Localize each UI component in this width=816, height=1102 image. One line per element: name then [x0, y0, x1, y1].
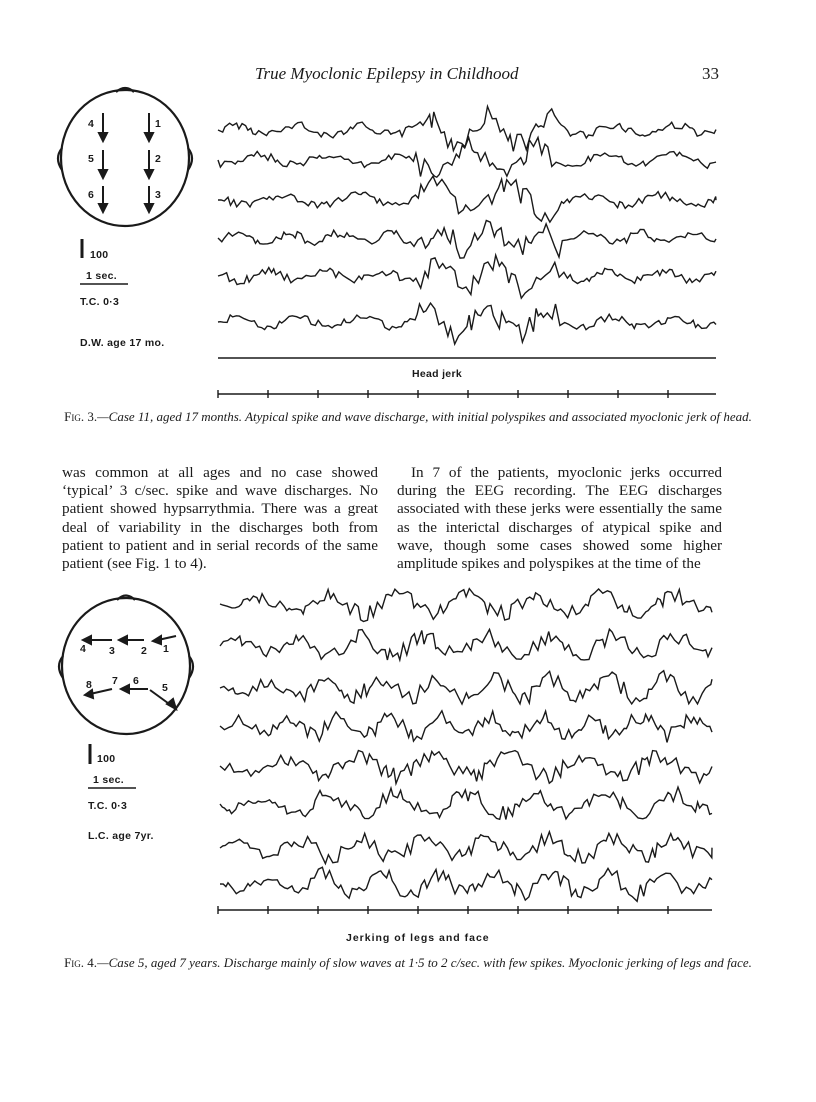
- body-text-right-column: [397, 464, 722, 573]
- fig4-event-label: Jerking of legs and face: [346, 932, 490, 944]
- fig3-electrode-label-3: 3: [155, 189, 162, 201]
- fig4-electrode-label-5: 5: [162, 682, 169, 694]
- fig3-eeg-trace: [218, 221, 716, 259]
- fig3-time-scale: 1 sec.: [86, 270, 117, 282]
- fig3-eeg-traces: [218, 106, 716, 344]
- body-paragraph-right: In 7 of the patients, myoclonic jerks occurred during the EEG recording. The EEG discharges associated with these jerks were essentially the same as the interictal discharges of atypical spike and wave, though some cases showed some higher amplitude spikes and polyspikes at the time of the: [397, 464, 722, 573]
- fig4-eeg-traces: [220, 589, 712, 902]
- fig4-eeg-trace: [220, 629, 712, 660]
- fig3-caption: [60, 408, 756, 425]
- fig3-head-diagram: [58, 88, 192, 226]
- fig3-calibration-value: 100: [90, 249, 109, 261]
- fig4-eeg-trace: [220, 832, 712, 864]
- body-paragraph-left: was common at all ages and no case showed ‘typical’ 3 c/sec. spike and wave discharges. No patient showed hypsarrythmia. There was a great deal of variability in the discharges both from patient to patient and in serial records of the same patient (see Fig. 1 to 4).: [62, 464, 378, 573]
- fig3-electrode-label-1: 1: [155, 118, 162, 130]
- fig4-caption: [40, 954, 776, 971]
- fig4-electrode-label-8: 8: [86, 679, 93, 691]
- fig4-eeg-trace: [220, 751, 712, 784]
- fig3-electrode-label-5: 5: [88, 153, 95, 165]
- fig3-electrode-label-4: 4: [88, 118, 95, 130]
- fig4-time-scale: 1 sec.: [93, 774, 124, 786]
- fig4-electrode-label-2: 2: [141, 645, 148, 657]
- fig4-electrode-label-6: 6: [133, 675, 140, 687]
- fig3-event-label: Head jerk: [412, 368, 462, 380]
- fig3-eeg-trace: [218, 176, 716, 222]
- fig4-calibration-value: 100: [97, 753, 116, 765]
- fig3-electrode-label-2: 2: [155, 153, 162, 165]
- fig4-eeg-trace: [220, 671, 712, 704]
- fig4-eeg-trace: [220, 787, 712, 819]
- fig3-electrode-label-6: 6: [88, 189, 95, 201]
- fig4-eeg-trace: [220, 711, 712, 743]
- fig3-patient-label: D.W. age 17 mo.: [80, 337, 165, 349]
- body-text-left-column: [62, 464, 378, 573]
- fig3-electrode-arrows: [99, 113, 153, 212]
- fig3-caption-lead: Fig. 3.: [64, 409, 98, 424]
- fig4-electrode-label-4: 4: [80, 643, 87, 655]
- fig4-electrode-label-7: 7: [112, 675, 119, 687]
- fig3-eeg-trace: [218, 303, 716, 344]
- fig4-eeg-trace: [220, 867, 712, 901]
- fig3-eeg-trace: [218, 138, 716, 178]
- fig3-eeg-trace: [218, 106, 716, 151]
- fig3-eeg-trace: [218, 255, 716, 298]
- fig4-eeg-trace: [220, 589, 712, 622]
- fig3-caption-text: —Case 11, aged 17 months. Atypical spike and wave discharge, with initial polyspikes and associated myoclonic jerk of head.: [97, 409, 752, 424]
- fig3-time-constant: T.C. 0·3: [80, 296, 120, 308]
- fig4-head-diagram: [59, 596, 193, 735]
- fig4-electrode-label-1: 1: [163, 643, 170, 655]
- fig4-electrode-label-3: 3: [109, 645, 116, 657]
- fig4-caption-lead: Fig. 4.: [64, 955, 98, 970]
- page-number: 33: [702, 64, 719, 83]
- fig4-time-constant: T.C. 0·3: [88, 800, 128, 812]
- running-title: True Myoclonic Epilepsy in Childhood: [255, 64, 519, 83]
- fig4-patient-label: L.C. age 7yr.: [88, 830, 154, 842]
- fig4-caption-text: —Case 5, aged 7 years. Discharge mainly of slow waves at 1·5 to 2 c/sec. with few spikes. Myoclonic jerking of legs and face.: [97, 955, 752, 970]
